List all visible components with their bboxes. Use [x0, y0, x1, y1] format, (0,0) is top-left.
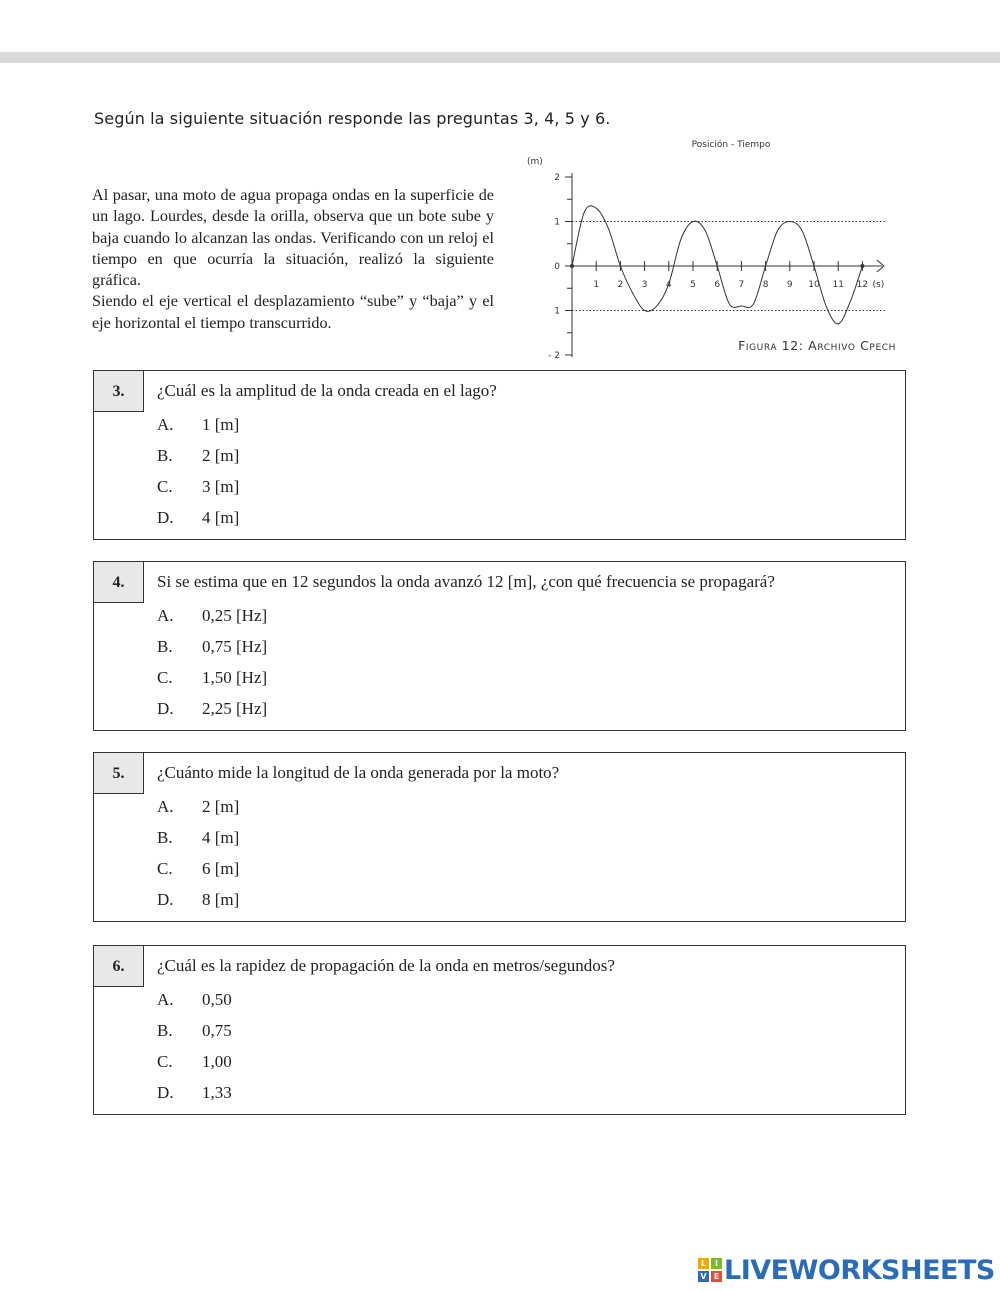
- option-a[interactable]: [157, 606, 267, 637]
- top-divider-bar: [0, 52, 1000, 63]
- situation-paragraph-1: Al pasar, una moto de agua propaga ondas en la superficie de un lago. Lourdes, desde la orilla, observa que un bote sube y baja cuando lo alcanzan las ondas. Verificando con un reloj el tiempo en que ocurría la situación, realizó la siguiente gráfica.: [92, 186, 494, 290]
- y-tick-label: - 2: [548, 351, 560, 361]
- option-d[interactable]: [157, 508, 239, 539]
- options-list: [157, 415, 239, 539]
- option-a[interactable]: [157, 797, 239, 828]
- option-letter: B.: [157, 1021, 173, 1040]
- x-tick-label: 4: [665, 280, 672, 290]
- question-box-5: [93, 752, 906, 922]
- x-tick-label: 12: [856, 280, 869, 290]
- option-b[interactable]: [157, 828, 239, 859]
- x-tick-label: 7: [738, 280, 745, 290]
- options-list: [157, 797, 239, 921]
- option-letter: B.: [157, 446, 173, 465]
- question-box-6: [93, 945, 906, 1115]
- option-text: 1,00: [202, 1052, 232, 1071]
- y-tick-label: 1: [554, 217, 560, 228]
- option-text: 2 [m]: [202, 446, 240, 465]
- option-c[interactable]: [157, 859, 239, 890]
- x-tick-label: 1: [593, 280, 600, 290]
- option-text: 2 [m]: [202, 797, 240, 816]
- option-c[interactable]: [157, 477, 239, 508]
- x-tick-label: 3: [641, 280, 648, 290]
- option-d[interactable]: [157, 699, 267, 730]
- y-tick-label: 2: [554, 173, 560, 183]
- question-number: 5.: [94, 753, 144, 794]
- chart-caption: Figura 12: Archivo Cpech: [738, 338, 896, 353]
- y-tick-label: 1: [554, 306, 560, 317]
- x-tick-label: 10: [808, 280, 820, 290]
- options-list: [157, 990, 232, 1114]
- option-text: 6 [m]: [202, 859, 240, 878]
- option-a[interactable]: [157, 415, 239, 446]
- liveworksheets-logo: [698, 1256, 995, 1284]
- option-letter: C.: [157, 1052, 173, 1071]
- option-letter: D.: [157, 699, 174, 718]
- question-text: ¿Cuál es la rapidez de propagación de la onda en metros/segundos?: [157, 956, 615, 975]
- option-text: 2,25 [Hz]: [202, 699, 268, 718]
- option-text: 3 [m]: [202, 477, 240, 496]
- logo-letter-i: I: [711, 1258, 722, 1269]
- logo-mark: [698, 1258, 722, 1282]
- option-b[interactable]: [157, 637, 267, 668]
- option-letter: A.: [157, 415, 174, 434]
- option-text: 0,25 [Hz]: [202, 606, 268, 625]
- logo-letter-v: V: [698, 1271, 709, 1282]
- wave-series-line: [572, 206, 862, 324]
- question-text: ¿Cuánto mide la longitud de la onda generada por la moto?: [157, 763, 560, 782]
- option-letter: C.: [157, 859, 173, 878]
- question-box-3: [93, 370, 906, 540]
- option-letter: B.: [157, 828, 173, 847]
- x-tick-label: 11: [832, 280, 844, 290]
- option-text: 1,33: [202, 1083, 232, 1102]
- option-d[interactable]: [157, 1083, 232, 1114]
- position-time-chart: [520, 130, 920, 365]
- option-text: 0,75 [Hz]: [202, 637, 268, 656]
- option-b[interactable]: [157, 446, 239, 477]
- chart-title: Posición - Tiempo: [691, 140, 771, 150]
- question-number: 4.: [94, 562, 144, 603]
- question-number: 3.: [94, 371, 144, 412]
- x-tick-label: 9: [786, 280, 793, 290]
- option-letter: C.: [157, 668, 173, 687]
- option-letter: A.: [157, 990, 174, 1009]
- option-text: 0,50: [202, 990, 232, 1009]
- option-text: 4 [m]: [202, 508, 240, 527]
- option-text: 0,75: [202, 1021, 232, 1040]
- option-d[interactable]: [157, 890, 239, 921]
- question-text: ¿Cuál es la amplitud de la onda creada en el lago?: [157, 381, 497, 400]
- x-tick-label: 5: [690, 280, 696, 290]
- x-axis-unit: (s): [872, 280, 885, 290]
- option-letter: A.: [157, 606, 174, 625]
- question-box-4: [93, 561, 906, 731]
- x-tick-label: 6: [714, 280, 721, 290]
- chart-plot-area: [548, 173, 885, 361]
- option-text: 4 [m]: [202, 828, 240, 847]
- situation-paragraph-2: Siendo el eje vertical el desplazamiento “sube” y “baja” y el eje horizontal el tiempo transcurrido.: [92, 292, 494, 332]
- option-letter: C.: [157, 477, 173, 496]
- option-letter: D.: [157, 1083, 174, 1102]
- options-list: [157, 606, 267, 730]
- question-number: 6.: [94, 946, 144, 987]
- option-letter: D.: [157, 508, 174, 527]
- option-letter: A.: [157, 797, 174, 816]
- option-b[interactable]: [157, 1021, 232, 1052]
- option-c[interactable]: [157, 1052, 232, 1083]
- option-a[interactable]: [157, 990, 232, 1021]
- option-c[interactable]: [157, 668, 267, 699]
- intro-text: Según la siguiente situación responde las preguntas 3, 4, 5 y 6.: [94, 109, 611, 128]
- option-text: 1,50 [Hz]: [202, 668, 268, 687]
- option-letter: D.: [157, 890, 174, 909]
- option-letter: B.: [157, 637, 173, 656]
- situation-text: [92, 185, 494, 334]
- logo-letter-l: L: [698, 1258, 709, 1269]
- x-tick-label: 8: [762, 280, 769, 290]
- chart-ylabel: (m): [527, 157, 543, 167]
- option-text: 8 [m]: [202, 890, 240, 909]
- question-text: Si se estima que en 12 segundos la onda avanzó 12 [m], ¿con qué frecuencia se propagará?: [157, 572, 775, 591]
- x-tick-label: 2: [617, 280, 624, 290]
- y-tick-label: 0: [554, 262, 560, 272]
- option-text: 1 [m]: [202, 415, 240, 434]
- logo-letter-e: E: [711, 1271, 722, 1282]
- logo-text: LIVEWORKSHEETS: [724, 1254, 995, 1286]
